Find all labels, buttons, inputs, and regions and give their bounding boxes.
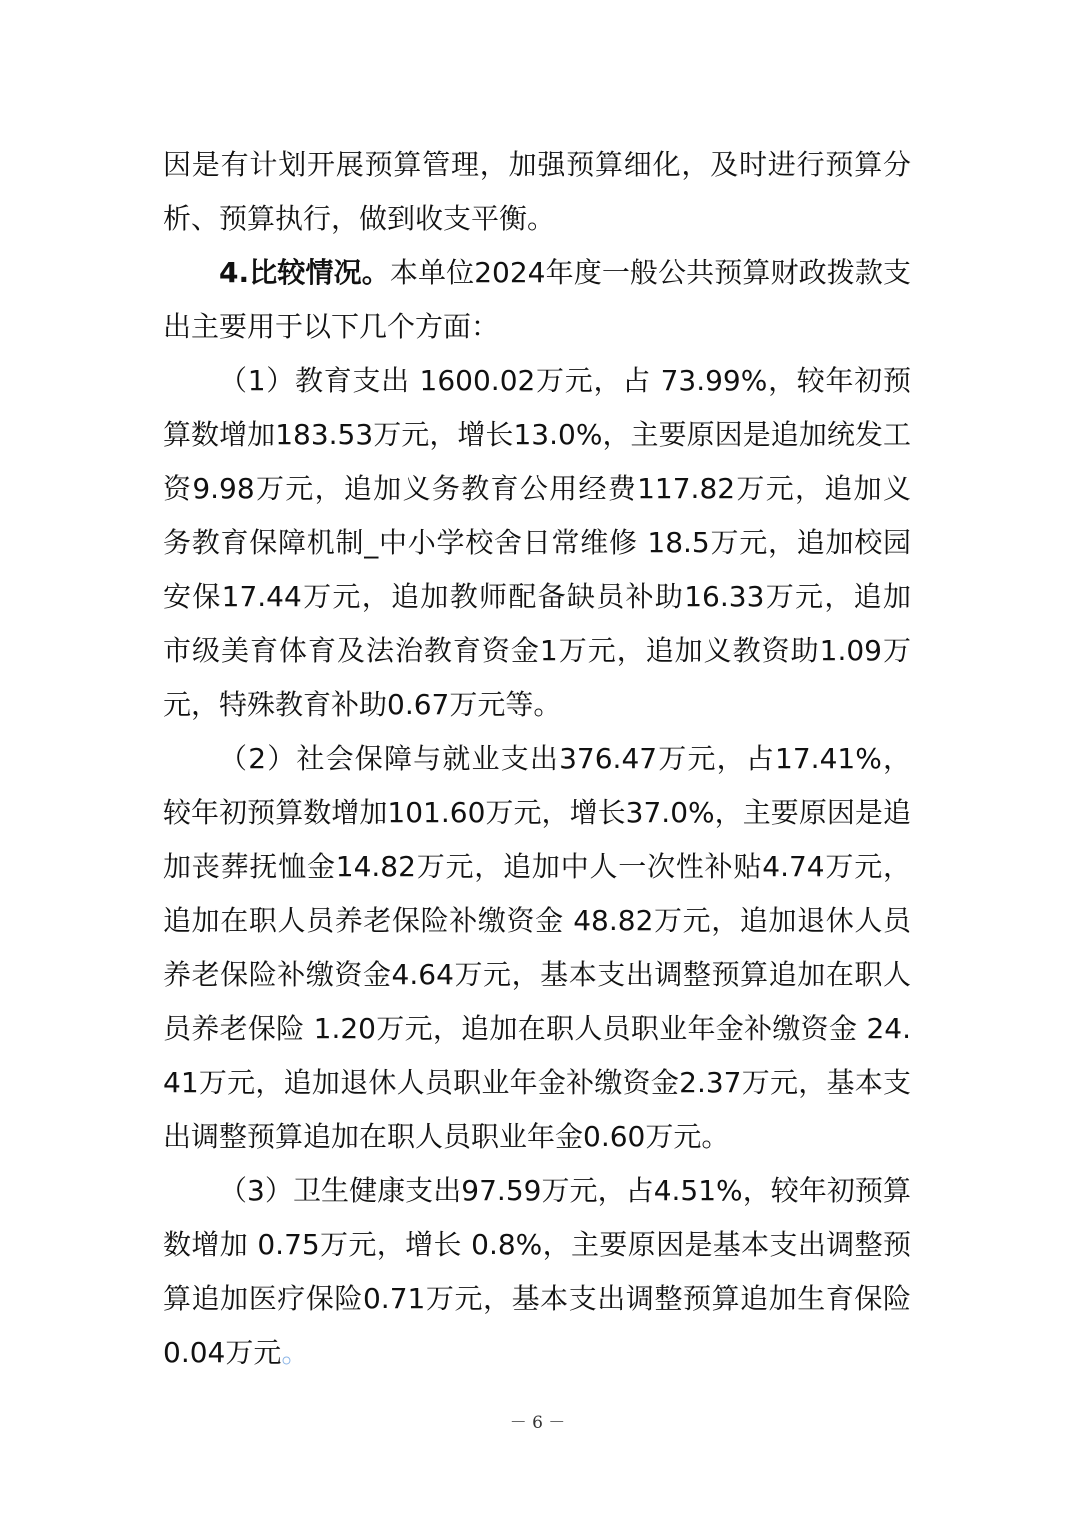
end-period: 。 [281, 1336, 310, 1369]
paragraph-health-text: （3）卫生健康支出97.59万元，占4.51%，较年初预算数增加 0.75万元，增长 0.8%，主要原因是基本支出调整预算追加医疗保险0.71万元，基本支出调整预算追加生育保险0.04万元 [163, 1174, 911, 1369]
paragraph-health-expense [163, 1164, 911, 1380]
paragraph-comparison [163, 246, 911, 354]
paragraph-education-expense: （1）教育支出 1600.02万元，占 73.99%，较年初预算数增加183.53万元，增长13.0%，主要原因是追加统发工资9.98万元，追加义务教育公用经费117.82万元，追加义务教育保障机制_中小学校舍日常维修 18.5万元，追加校园安保17.44万元，追加教师配备缺员补助16.33万元，追加市级美育体育及法治教育资金1万元，追加义教资助1.09万元，特殊教育补助0.67万元等。 [163, 364, 911, 721]
document-body [163, 138, 911, 1380]
paragraph-comparison-text: 本单位2024年度一般公共预算财政拨款支出主要用于以下几个方面： [163, 256, 912, 343]
page-number: － 6 － [509, 1413, 566, 1433]
paragraph-continuation: 因是有计划开展预算管理，加强预算细化，及时进行预算分析、预算执行，做到收支平衡。 [163, 148, 911, 235]
paragraph-social-security-expense: （2）社会保障与就业支出376.47万元，占17.41%，较年初预算数增加101.60万元，增长37.0%，主要原因是追加丧葬抚恤金14.82万元，追加中人一次性补贴4.74万元，追加在职人员养老保险补缴资金 48.82万元，追加退休人员养老保险补缴资金4.64万元，基本支出调整预算追加在职人员养老保险 1.20万元，追加在职人员职业年金补缴资金 24.41万元，追加退休人员职业年金补缴资金2.37万元，基本支出调整预算追加在职人员职业年金0.60万元。 [163, 742, 911, 1153]
section-heading: 4.比较情况。 [219, 256, 390, 289]
